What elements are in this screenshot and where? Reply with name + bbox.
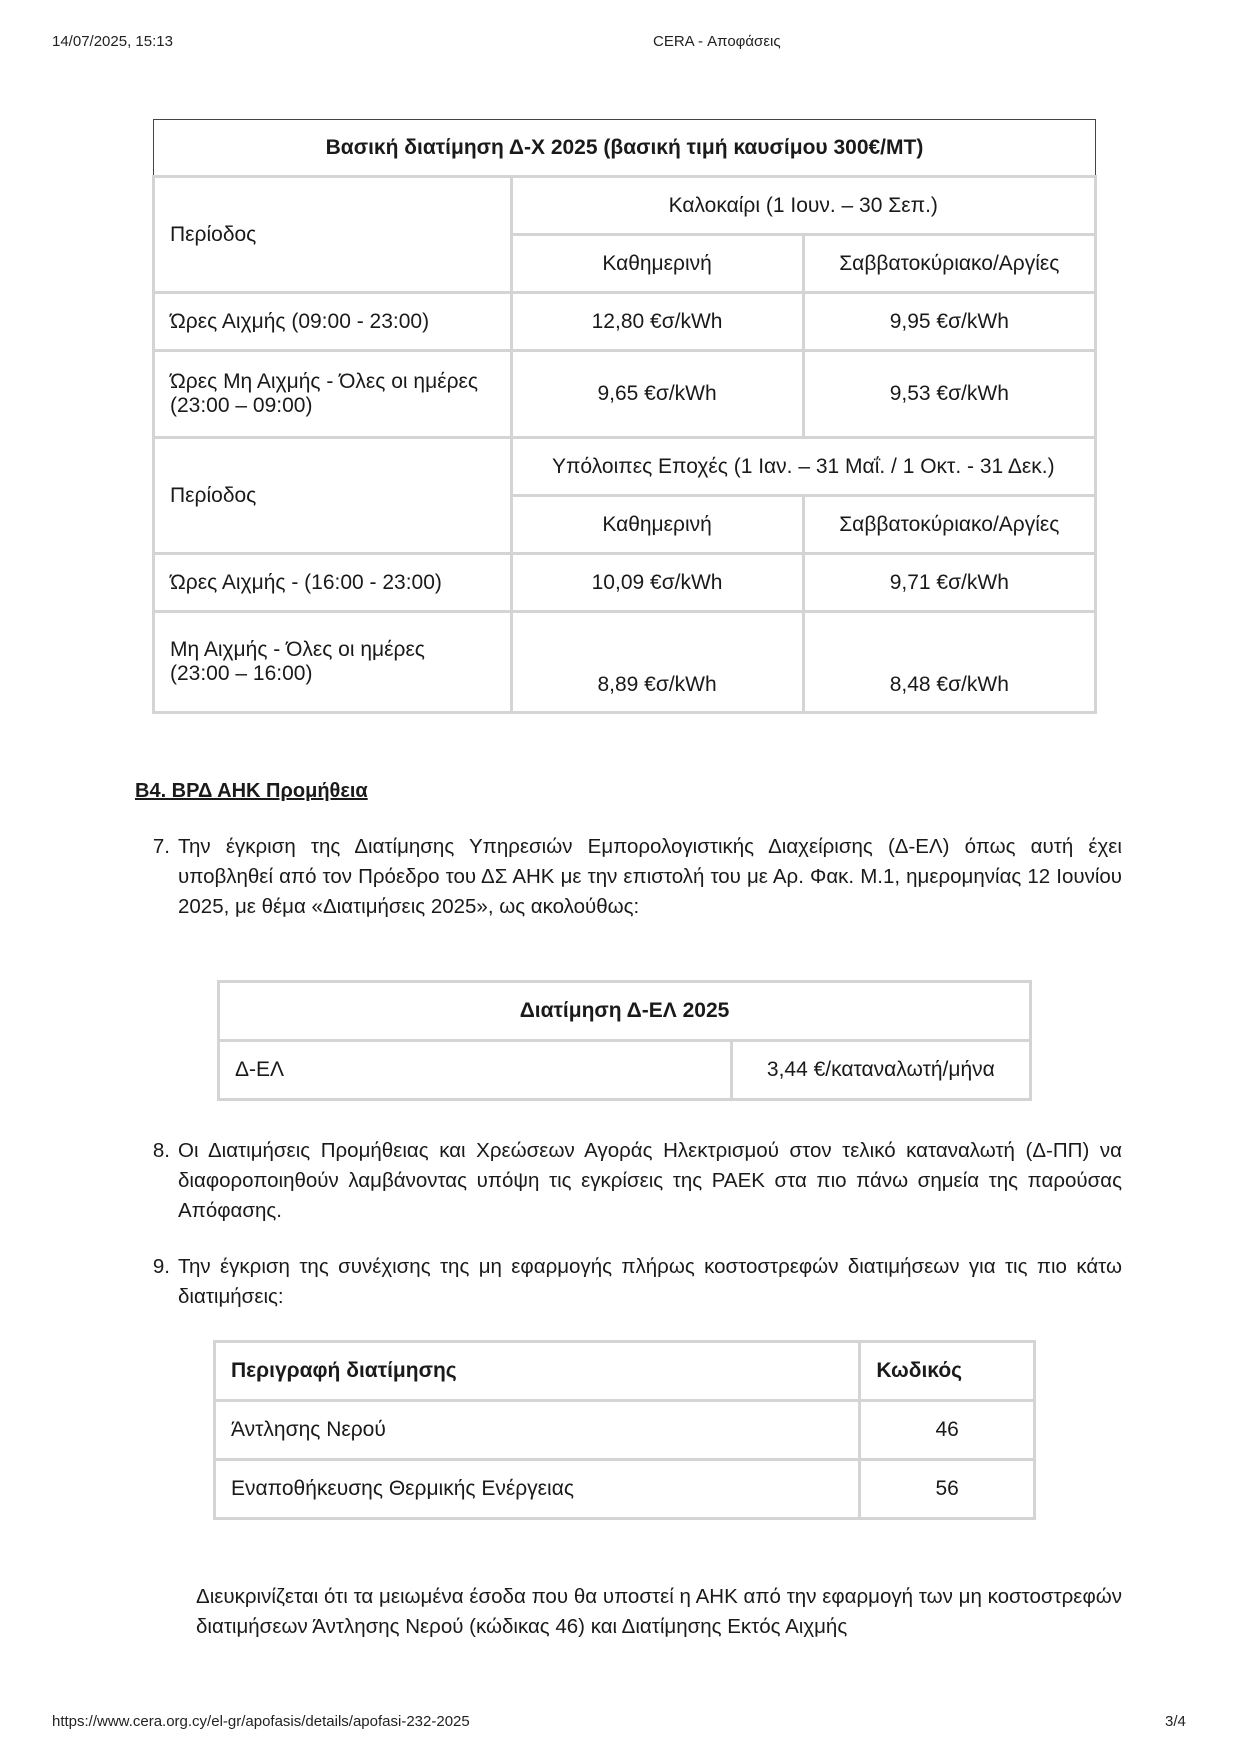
print-title: CERA - Αποφάσεις [653, 33, 781, 50]
weekday-header-2: Καθημερινή [511, 496, 803, 554]
other-seasons-period: Υπόλοιπες Εποχές (1 Ιαν. – 31 Μαΐ. / 1 Οκτ. - 31 Δεκ.) [511, 438, 1095, 496]
list-item-8 [140, 1136, 1122, 1226]
weekend-header-2: Σαββατοκύριακο/Αργίες [803, 496, 1095, 554]
page-number: 3/4 [1165, 1713, 1186, 1730]
other-peak-weekday: 10,09 €σ/kWh [511, 554, 803, 612]
period-label-2: Περίοδος [154, 438, 512, 554]
other-offpeak-label [154, 612, 512, 713]
weekday-header: Καθημερινή [511, 235, 803, 293]
period-label: Περίοδος [154, 177, 512, 293]
summer-peak-weekend: 9,95 €σ/kWh [803, 293, 1095, 351]
other-offpeak-label-line2: (23:00 – 16:00) [170, 662, 313, 685]
other-offpeak-label-line1: Μη Αιχμής - Όλες οι ημέρες [170, 638, 425, 661]
item-8-number: 8. [152, 1139, 170, 1162]
list-item-7 [140, 832, 1122, 922]
tariff-code: 46 [860, 1401, 1035, 1460]
tariff-table-dx-2025 [152, 119, 1097, 714]
other-offpeak-weekday: 8,89 €σ/kWh [511, 612, 803, 713]
tariff-desc: Εναποθήκευσης Θερμικής Ενέργειας [215, 1460, 860, 1519]
tariff-desc: Άντλησης Νερού [215, 1401, 860, 1460]
table-row [215, 1401, 1035, 1460]
section-heading: Β4. ΒΡΔ ΑΗΚ Προμήθεια [135, 780, 368, 802]
summer-offpeak-label-line1: Ώρες Μη Αιχμής - Όλες οι ημέρες [170, 370, 478, 393]
summer-offpeak-label-line2: (23:00 – 09:00) [170, 394, 313, 417]
list-item-9 [140, 1252, 1122, 1312]
footer-url: https://www.cera.org.cy/el-gr/apofasis/details/apofasi-232-2025 [52, 1713, 470, 1730]
del-label: Δ-ΕΛ [219, 1041, 732, 1100]
item-7-text: Την έγκριση της Διατίμησης Υπηρεσιών Εμπορολογιστικής Διαχείρισης (Δ-ΕΛ) όπως αυτή έχει υποβληθεί από τον Πρόεδρο του ΔΣ ΑΗΚ με την επιστολή του με Αρ. Φακ. Μ.1, ημερομηνίας 12 Ιουνίου 2025, με θέμα «Διατιμήσεις 2025», ως ακολούθως: [178, 835, 1122, 918]
desc-column-header: Περιγραφή διατίμησης [215, 1342, 860, 1401]
item-9-text: Την έγκριση της συνέχισης της μη εφαρμογής πλήρως κοστοστρεφών διατιμήσεων για τις πιο κάτω διατιμήσεις: [178, 1255, 1122, 1308]
summer-offpeak-weekday: 9,65 €σ/kWh [511, 351, 803, 438]
summer-peak-weekday: 12,80 €σ/kWh [511, 293, 803, 351]
table-row [215, 1460, 1035, 1519]
item-9-number: 9. [152, 1255, 170, 1278]
tariff-code: 56 [860, 1460, 1035, 1519]
print-datetime: 14/07/2025, 15:13 [52, 33, 173, 50]
del-table-title: Διατίμηση Δ-ΕΛ 2025 [219, 982, 1031, 1041]
summer-period: Καλοκαίρι (1 Ιουν. – 30 Σεπ.) [511, 177, 1095, 235]
clarification-paragraph: Διευκρινίζεται ότι τα μειωμένα έσοδα που θα υποστεί η ΑΗΚ από την εφαρμογή των μη κοστοστρεφών διατιμήσεων Άντλησης Νερού (κώδικας 46) και Διατίμησης Εκτός Αιχμής [196, 1585, 1122, 1638]
summer-offpeak-label [154, 351, 512, 438]
item-8-text: Οι Διατιμήσεις Προμήθειας και Χρεώσεων Αγοράς Ηλεκτρισμού στον τελικό καταναλωτή (Δ-ΠΠ) να διαφοροποιηθούν λαμβάνοντας υπόψη τις εγκρίσεις της ΡΑΕΚ στα πιο πάνω σημεία της παρούσας Απόφασης. [178, 1139, 1122, 1222]
other-peak-label: Ώρες Αιχμής - (16:00 - 23:00) [154, 554, 512, 612]
other-offpeak-weekend: 8,48 €σ/kWh [803, 612, 1095, 713]
tariff-table-del-2025 [217, 980, 1032, 1101]
non-cost-reflective-tariffs-table [213, 1340, 1036, 1520]
code-column-header: Κωδικός [860, 1342, 1035, 1401]
weekend-header: Σαββατοκύριακο/Αργίες [803, 235, 1095, 293]
other-peak-weekend: 9,71 €σ/kWh [803, 554, 1095, 612]
summer-offpeak-weekend: 9,53 €σ/kWh [803, 351, 1095, 438]
tariff-table-title: Βασική διατίμηση Δ-Χ 2025 (βασική τιμή καυσίμου 300€/MT) [154, 120, 1096, 177]
item-7-number: 7. [152, 835, 170, 858]
summer-peak-label: Ώρες Αιχμής (09:00 - 23:00) [154, 293, 512, 351]
del-value: 3,44 €/καταναλωτή/μήνα [731, 1041, 1030, 1100]
